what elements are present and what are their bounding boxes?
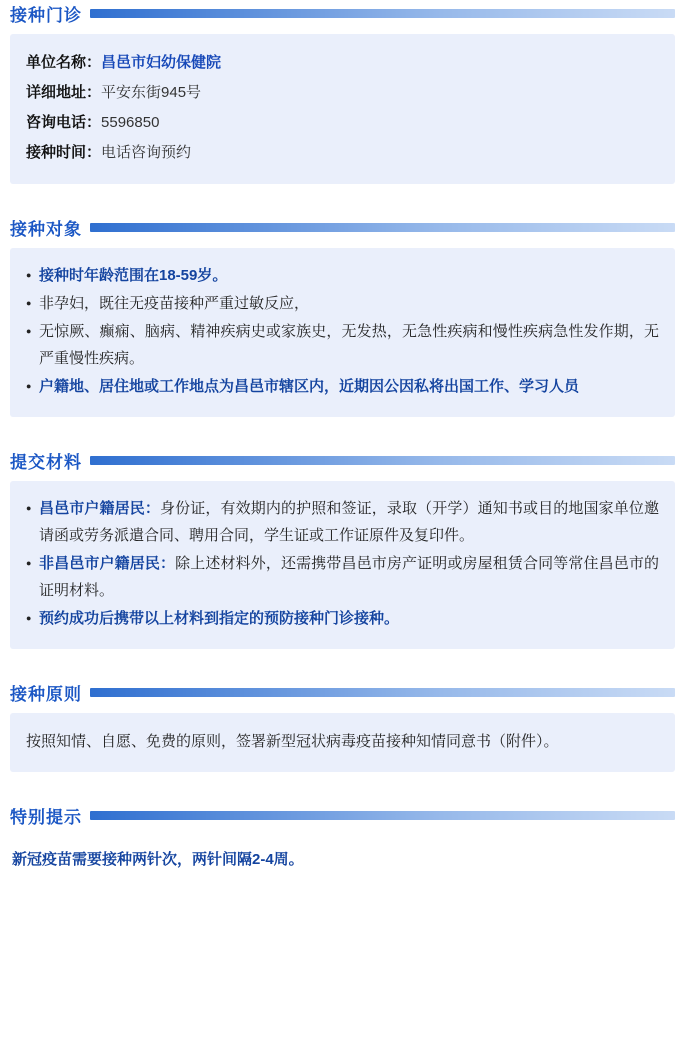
section-title-tips: 特别提示 (10, 807, 82, 827)
section-title-principle: 接种原则 (10, 684, 82, 704)
section-header-materials (10, 447, 675, 473)
section-rule-icon (90, 811, 675, 820)
section-rule-icon (90, 223, 675, 232)
list-item: ● 接种时年龄范围在18-59岁。 (26, 262, 659, 289)
list-item (26, 550, 659, 604)
info-label-phone: 咨询电话 (26, 114, 87, 131)
info-colon: ： (86, 54, 102, 71)
section-title-materials: 提交材料 (10, 452, 82, 472)
info-value-address: 平安东街945号 (101, 84, 202, 101)
section-title-clinic: 接种门诊 (10, 5, 82, 25)
section-header-tips (10, 802, 675, 828)
list-item: ● 户籍地、居住地或工作地点为昌邑市辖区内，近期因公因私将出国工作、学习人员 (26, 373, 659, 400)
info-row (26, 48, 659, 78)
info-value-time: 电话咨询预约 (101, 144, 192, 161)
section-rule-icon (90, 9, 675, 18)
list-item-colon: ： (144, 500, 160, 517)
principle-panel (10, 713, 675, 772)
section-principle (0, 679, 683, 772)
section-materials (0, 447, 683, 649)
info-label-address: 详细地址 (26, 84, 87, 101)
section-title-target: 接种对象 (10, 219, 82, 239)
list-item-lead: 非昌邑市户籍居民 (39, 555, 160, 572)
tips-text: 新冠疫苗需要接种两针次，两针间隔2-4周。 (12, 851, 304, 868)
list-item (26, 495, 659, 549)
info-value-phone: 5596850 (101, 114, 160, 131)
info-label-unit-name: 单位名称 (26, 54, 87, 71)
list-item-text: 身份证，有效期内的护照和签证，录取（开学）通知书或目的地国家单位邀请函或劳务派遣合同、聘用合同，学生证或工作证原件及复印件。 (39, 500, 659, 544)
list-item (26, 605, 659, 632)
clinic-info-panel (10, 34, 675, 184)
list-item: ● 非孕妇，既往无疫苗接种严重过敏反应， (26, 290, 659, 317)
info-row (26, 108, 659, 138)
section-header-clinic (10, 0, 675, 26)
list-item: ● 无惊厥、癫痫、脑病、精神疾病史或家族史，无发热，无急性疾病和慢性疾病急性发作期，无严重慢性疾病。 (26, 318, 659, 372)
info-colon: ： (86, 84, 102, 101)
section-clinic (0, 0, 683, 184)
info-row (26, 78, 659, 108)
info-label-time: 接种时间 (26, 144, 87, 161)
principle-paragraph: 按照知情、自愿、免费的原则，签署新型冠状病毒疫苗接种知情同意书（附件）。 (26, 733, 559, 750)
section-rule-icon (90, 688, 675, 697)
section-target (0, 214, 683, 417)
list-item-colon: ： (160, 555, 176, 572)
info-colon: ： (86, 144, 102, 161)
section-rule-icon (90, 456, 675, 465)
section-header-target (10, 214, 675, 240)
info-colon: ： (86, 114, 102, 131)
info-value-unit-name: 昌邑市妇幼保健院 (101, 54, 222, 71)
target-panel (10, 248, 675, 417)
list-item-text: 预约成功后携带以上材料到指定的预防接种门诊接种。 (39, 610, 400, 627)
info-row (26, 138, 659, 168)
section-tips (0, 802, 683, 880)
materials-panel (10, 481, 675, 649)
list-item-text: 除上述材料外，还需携带昌邑市房产证明或房屋租赁合同等常住昌邑市的证明材料。 (39, 555, 659, 599)
list-item-lead: 昌邑市户籍居民 (39, 500, 145, 517)
section-header-principle (10, 679, 675, 705)
